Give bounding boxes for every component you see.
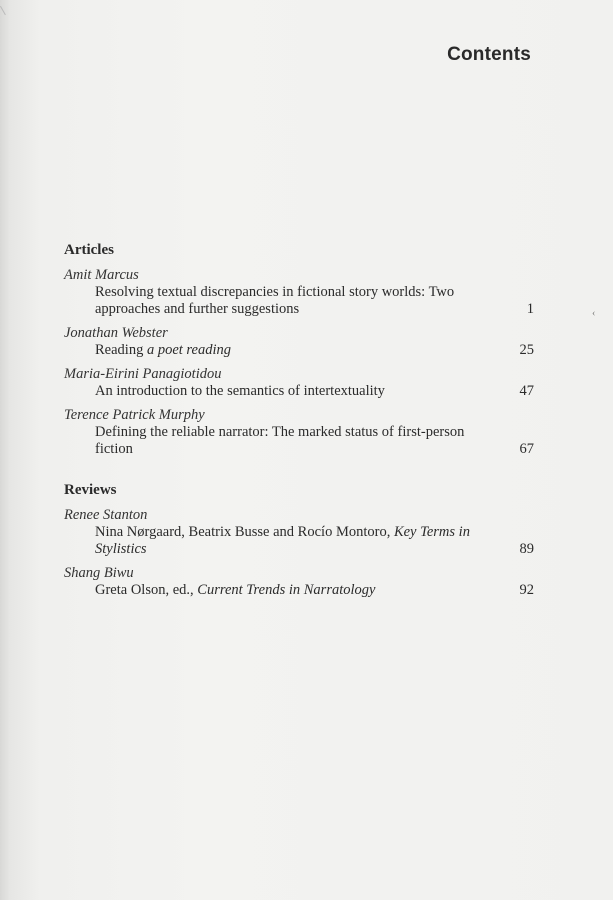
toc-entry	[64, 266, 534, 318]
entry-row	[64, 582, 534, 599]
entry-author: Maria-Eirini Panagiotidou	[64, 366, 222, 382]
table-of-contents	[64, 240, 534, 605]
entry-author: Terence Patrick Murphy	[64, 407, 205, 423]
toc-section-reviews	[64, 480, 534, 599]
entry-title-italic-part: a poet reading	[146, 342, 231, 358]
entry-author: Shang Biwu	[64, 565, 134, 581]
toc-entry	[64, 365, 534, 400]
page-title: Contents	[447, 44, 531, 65]
entry-title-part: Greta Olson, ed.,	[95, 582, 198, 598]
entry-row	[64, 424, 534, 458]
entry-title-italic-part: Current Trends in Narratology	[197, 582, 376, 598]
entry-title-part: Nina Nørgaard, Beatrix Busse and Rocío Montoro,	[95, 524, 394, 540]
entry-row	[64, 383, 534, 400]
margin-mark: ‹	[592, 308, 596, 319]
toc-entry	[64, 506, 534, 558]
entry-title-part: Resolving textual discrepancies in fictional story worlds: Two approaches and further suggestions	[95, 284, 455, 317]
toc-entry	[64, 406, 534, 458]
entry-row	[64, 524, 534, 558]
entry-row	[64, 342, 534, 359]
entry-title-part: An introduction to the semantics of intertextuality	[95, 383, 385, 399]
entry-page-number: 89	[519, 541, 534, 557]
entry-author: Jonathan Webster	[64, 325, 168, 341]
entry-title	[95, 582, 375, 598]
entry-row	[64, 284, 534, 318]
entry-title	[95, 524, 470, 557]
entry-title	[95, 383, 385, 399]
entry-page-number: 47	[519, 383, 534, 399]
entry-title	[95, 284, 454, 317]
entry-title-italic-part: Key Terms in Stylistics	[95, 524, 470, 557]
entry-title	[95, 424, 464, 457]
entry-author: Amit Marcus	[64, 267, 139, 283]
entry-page-number: 92	[519, 582, 534, 598]
toc-section-articles	[64, 240, 534, 458]
entry-title-part: Defining the reliable narrator: The marked status of first-person fiction	[95, 424, 465, 457]
entry-page-number: 1	[526, 301, 534, 317]
entry-author: Renee Stanton	[64, 507, 148, 523]
corner-mark	[0, 3, 11, 15]
entry-page-number: 67	[519, 441, 534, 457]
toc-entry	[64, 324, 534, 359]
entry-title-part: Reading	[95, 342, 147, 358]
section-heading: Reviews	[64, 482, 117, 498]
section-heading: Articles	[64, 242, 114, 258]
entry-title	[95, 342, 231, 358]
toc-entry	[64, 564, 534, 599]
entry-page-number: 25	[519, 342, 534, 358]
